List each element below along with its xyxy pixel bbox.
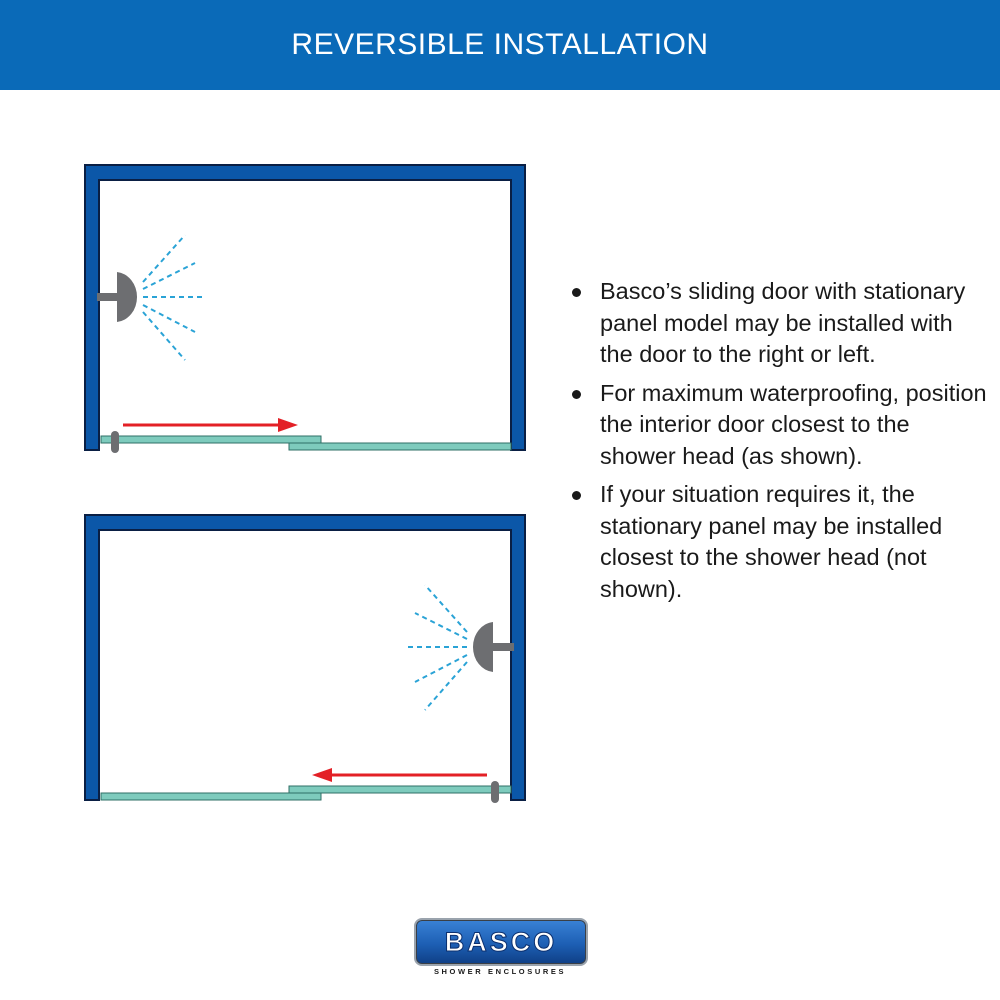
bullet-icon <box>572 491 581 500</box>
bullet-text: If your situation requires it, the stationary panel may be installed closest to the shower head (not shown). <box>600 481 943 602</box>
door-handle <box>491 781 499 803</box>
stationary-panel <box>289 443 511 450</box>
header-banner <box>0 0 1000 90</box>
bullet-text: Basco’s sliding door with stationary panel model may be installed with the door to the right or left. <box>600 278 966 367</box>
shower-head <box>97 272 137 322</box>
sliding-door <box>101 436 321 443</box>
enclosure-frame <box>85 515 525 800</box>
logo-tagline: SHOWER ENCLOSURES <box>433 967 567 976</box>
list-item <box>568 378 988 473</box>
diagram-door-left <box>80 510 540 810</box>
bullet-text: For maximum waterproofing, position the interior door closest to the shower head (as shown). <box>600 379 987 469</box>
shower-head <box>473 622 514 672</box>
slide-arrow-left <box>312 768 487 782</box>
page-title: REVERSIBLE INSTALLATION <box>291 28 709 61</box>
logo-brand: BASCO <box>444 926 558 957</box>
list-item <box>568 479 988 605</box>
enclosure-frame <box>85 165 525 450</box>
water-spray <box>405 585 467 710</box>
diagram-door-right <box>80 160 540 460</box>
bullet-icon <box>572 390 581 399</box>
sliding-door <box>289 786 511 793</box>
logo-badge <box>414 918 588 966</box>
door-handle <box>111 431 119 453</box>
water-spray <box>143 235 205 360</box>
stationary-panel <box>101 793 321 800</box>
bullet-icon <box>572 288 581 297</box>
slide-arrow-right <box>123 418 298 432</box>
basco-logo <box>412 918 588 980</box>
list-item <box>568 276 988 371</box>
info-list <box>568 276 988 612</box>
